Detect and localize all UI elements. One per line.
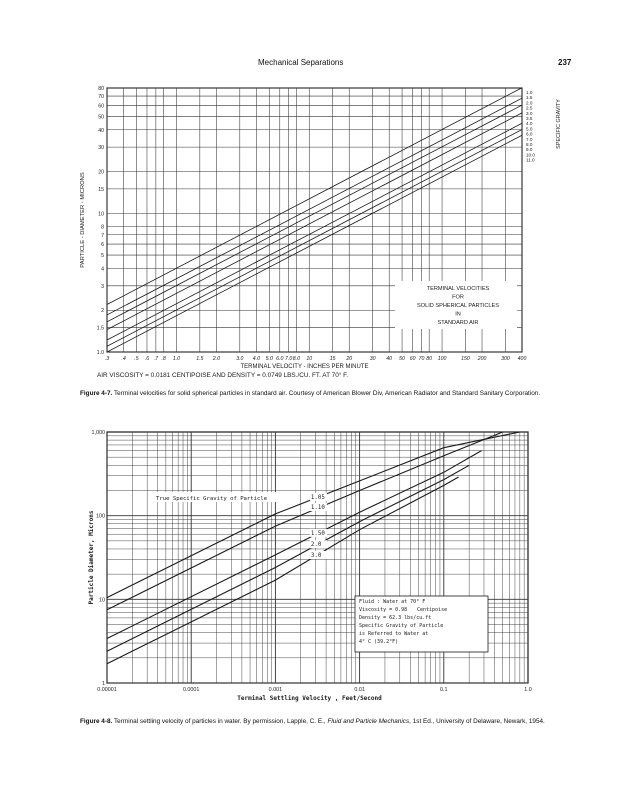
- legend-line: 4° C (39.2°F): [359, 639, 399, 645]
- series-label: 1.10: [310, 504, 325, 511]
- x-tick-label: 200: [477, 356, 487, 362]
- y-tick-label: 60: [98, 103, 104, 110]
- y-tick-label: 7: [101, 232, 104, 239]
- specific-gravity-label: 7.0: [526, 136, 533, 142]
- series-label: 1.50: [310, 530, 325, 537]
- x-tick-label: 0.1: [440, 687, 448, 693]
- x-tick-label: 80: [426, 356, 433, 362]
- y-tick-label: 50: [98, 114, 104, 121]
- caption-text: Terminal settling velocity of particles in water. By permission, Lapple, C. E.,: [112, 718, 328, 725]
- series-curve: [107, 432, 503, 610]
- x-tick-label: 0.00001: [97, 687, 117, 693]
- y-tick-label: 1.5: [96, 325, 104, 332]
- x-tick-label: 40: [386, 356, 393, 362]
- annotation-line: STANDARD AIR: [437, 320, 479, 326]
- x-tick-label: 150: [461, 356, 470, 362]
- series-label: 3.0: [310, 553, 322, 560]
- caption-text-2: , 1st Ed., University of Delaware, Newark, 1954.: [409, 718, 545, 725]
- legend-line: Fluid : Water at 70° F: [359, 599, 426, 605]
- x-tick-label: 15: [329, 356, 336, 362]
- x-tick-label: 6.0: [276, 356, 284, 362]
- specific-gravity-label: 4.0: [526, 121, 533, 127]
- caption-label: Figure 4-7.: [80, 390, 113, 397]
- series-title: True Specific Gravity of Particle: [156, 496, 268, 502]
- page-number: 237: [558, 58, 572, 67]
- specific-gravity-label: 1.5: [526, 95, 533, 101]
- legend-line: Density = 62.3 lbs/cu.ft: [359, 615, 432, 621]
- x-tick-label: 100: [437, 356, 447, 362]
- legend-line: is Referred to Water at: [359, 631, 429, 637]
- x-tick-label: 7.0: [285, 356, 293, 362]
- x-tick-label: 3.0: [236, 356, 244, 362]
- x-tick-label: 1.0: [524, 687, 532, 693]
- y-tick-label: 5: [101, 253, 104, 260]
- x-tick-label: 2.0: [212, 356, 221, 362]
- x-tick-label: 0.01: [354, 687, 365, 693]
- specific-gravity-label: 2.0: [526, 100, 533, 106]
- legend-line: Specific Gravity of Particle: [359, 623, 444, 629]
- x-tick-label: .7: [153, 356, 159, 362]
- y-axis-label: Particle Diameter, Microns: [88, 510, 95, 605]
- specific-gravity-label: 10.0: [526, 152, 535, 158]
- y-axis-label: PARTICLE - DIAMETER - MICRONS: [80, 172, 86, 268]
- y-tick-label: 1.0: [96, 350, 104, 356]
- y-tick-label: 3: [101, 283, 104, 290]
- y-tick-label: 15: [98, 186, 104, 193]
- x-tick-label: 60: [409, 356, 416, 362]
- caption-text: Terminal velocities for solid spherical particles in standard air. Courtesy of American Blower Div, American Radiator and Standard Sanitary Corporation.: [112, 390, 541, 397]
- specific-gravity-label: 9.0: [526, 147, 533, 153]
- x-tick-label: 5.0: [265, 356, 273, 362]
- y-tick-label: 40: [98, 127, 104, 134]
- y-tick-label: 8: [101, 224, 104, 231]
- x-tick-label: 1.0: [172, 356, 181, 362]
- annotation-line: IN: [455, 311, 461, 318]
- caption-label: Figure 4-8.: [80, 718, 113, 725]
- x-tick-label: 400: [517, 356, 527, 362]
- annotation-line: TERMINAL VELOCITIES: [426, 286, 490, 292]
- figure-4-8-caption: [80, 717, 550, 726]
- specific-gravity-label: 6.0: [526, 131, 533, 137]
- y-tick-label: 10: [98, 211, 104, 218]
- x-tick-label: 30: [369, 356, 376, 362]
- y-tick-label: 2: [101, 308, 104, 315]
- y-tick-label: 30: [98, 145, 104, 152]
- y-tick-label: 1,000: [91, 430, 105, 436]
- x-axis-label: TERMINAL VELOCITY - INCHES PER MINUTE: [240, 364, 369, 370]
- x-tick-label: .5: [134, 356, 139, 362]
- x-tick-label: .4: [121, 356, 126, 362]
- series-label: 2.0: [310, 542, 322, 549]
- specific-gravity-label: 8.0: [526, 142, 533, 147]
- y-tick-label: 4: [101, 266, 104, 273]
- x-tick-label: .6: [144, 356, 150, 362]
- specific-gravity-label: 1.0: [526, 90, 533, 95]
- y-tick-label: 10: [99, 597, 105, 604]
- series-curve: [107, 432, 520, 598]
- x-tick-label: 300: [501, 356, 510, 362]
- legend-line: Viscosity = 0.98: [359, 607, 408, 613]
- y-tick-label: 1: [102, 681, 105, 687]
- annotation-line: SOLID SPHERICAL PARTICLES: [417, 303, 499, 309]
- x-tick-label: 0.0001: [182, 687, 200, 693]
- y-tick-label: 70: [98, 94, 104, 101]
- y-tick-label: 100: [96, 513, 105, 520]
- specific-gravity-label: 3.0: [526, 110, 533, 116]
- x-tick-label: 4.0: [252, 356, 261, 362]
- specific-gravity-label: 3.5: [526, 116, 533, 121]
- legend-line: Centipoise: [417, 607, 448, 613]
- specific-gravity-label: 5.0: [526, 126, 533, 132]
- y-tick-label: 80: [98, 86, 104, 92]
- x-tick-label: .8: [161, 356, 166, 362]
- specific-gravity-label: 2.5: [526, 105, 533, 111]
- x-tick-label: 20: [346, 356, 353, 362]
- x-tick-label: 0.001: [268, 687, 283, 693]
- series-label: 1.05: [310, 494, 325, 501]
- x-tick-label: 1.5: [196, 356, 204, 362]
- x-tick-label: 8.0: [292, 356, 300, 362]
- annotation-line: FOR: [452, 294, 464, 301]
- x-tick-label: .3: [104, 356, 110, 362]
- running-header: Mechanical Separations: [258, 58, 344, 67]
- figure-4-7-caption: [80, 389, 550, 398]
- y-tick-label: 6: [101, 242, 104, 249]
- x-tick-label: 50: [399, 356, 405, 362]
- figure-footnote: AIR VISCOSITY = 0.0181 CENTIPOISE AND DENSITY = 0.0749 LBS./CU. FT. AT 70° F.: [97, 372, 349, 379]
- caption-italic: Fluid and Particle Mechanics: [327, 718, 410, 725]
- specific-gravity-label: 11.0: [526, 157, 535, 163]
- x-tick-label: 10: [306, 356, 313, 362]
- y-tick-label: 20: [98, 169, 104, 176]
- x-axis-label: Terminal Settling Velocity , Feet/Second: [237, 695, 382, 702]
- right-axis-label: SPECIFIC GRAVITY: [556, 99, 562, 149]
- x-tick-label: 70: [418, 356, 425, 362]
